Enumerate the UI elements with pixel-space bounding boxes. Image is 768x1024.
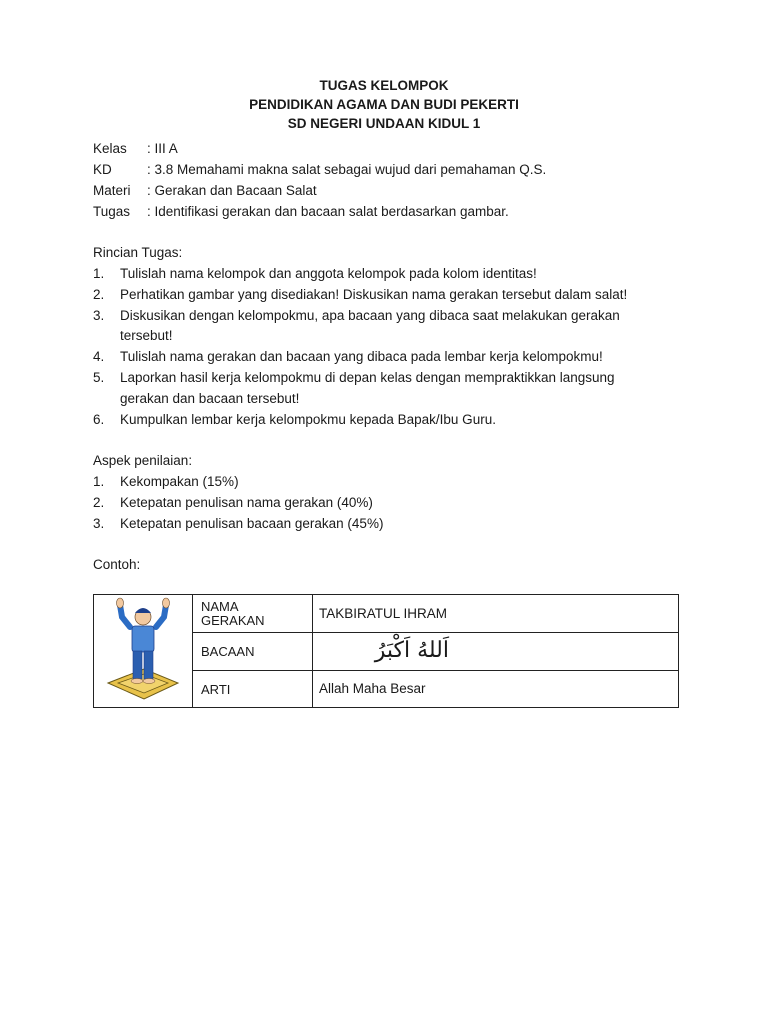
info-label: Tugas xyxy=(93,204,131,219)
info-label: KD xyxy=(93,162,112,177)
list-item: 2. Ketepatan penulisan nama gerakan (40%) xyxy=(93,495,373,510)
list-item-continuation: gerakan dan bacaan tersebut! xyxy=(120,391,300,406)
header-subject: PENDIDIKAN AGAMA DAN BUDI PEKERTI xyxy=(249,97,519,112)
example-grid xyxy=(192,594,679,708)
bacaan-value: اَللهُ اَكْبَرُ xyxy=(374,638,449,663)
list-item: 2. Perhatikan gambar yang disediakan! Diskusikan nama gerakan tersebut dalam salat! xyxy=(93,287,628,302)
info-materi xyxy=(93,181,317,201)
list-item: 3. Ketepatan penulisan bacaan gerakan (45%) xyxy=(93,516,384,531)
info-kelas xyxy=(93,139,178,159)
arti-value: Allah Maha Besar xyxy=(319,681,426,696)
info-value: : 3.8 Memahami makna salat sebagai wujud dari pemahaman Q.S. xyxy=(147,162,547,177)
example-picture-cell xyxy=(93,594,193,708)
contoh-title: Contoh: xyxy=(93,557,141,572)
list-item: 1. Kekompakan (15%) xyxy=(93,474,239,489)
info-label: Materi xyxy=(93,183,131,198)
gerakan-value: TAKBIRATUL IHRAM xyxy=(319,606,448,621)
info-kd xyxy=(93,160,546,180)
info-label: Kelas xyxy=(93,141,127,156)
header-title: TUGAS KELOMPOK xyxy=(319,78,449,93)
table-row xyxy=(193,671,678,708)
list-item: 4. Tulislah nama gerakan dan bacaan yang dibaca pada lembar kerja kelompokmu! xyxy=(93,349,603,364)
info-value: : Identifikasi gerakan dan bacaan salat berdasarkan gambar. xyxy=(147,204,509,219)
info-tugas xyxy=(93,202,509,222)
list-item-continuation: tersebut! xyxy=(120,328,173,343)
list-item: 5. Laporkan hasil kerja kelompokmu di depan kelas dengan mempraktikkan langsung xyxy=(93,370,615,385)
list-item: 6. Kumpulkan lembar kerja kelompokmu kepada Bapak/Ibu Guru. xyxy=(93,412,496,427)
header-school: SD NEGERI UNDAAN KIDUL 1 xyxy=(287,116,481,131)
list-item: 3. Diskusikan dengan kelompokmu, apa bacaan yang dibaca saat melakukan gerakan xyxy=(93,308,620,323)
info-value: : III A xyxy=(147,141,178,156)
document-header xyxy=(0,76,768,133)
table-row xyxy=(193,633,678,671)
aspek-title: Aspek penilaian: xyxy=(93,453,193,468)
label-cell: NAMA GERAKAN xyxy=(193,595,313,632)
list-item: 1. Tulislah nama kelompok dan anggota kelompok pada kolom identitas! xyxy=(93,266,537,281)
rincian-title: Rincian Tugas: xyxy=(93,245,183,260)
info-value: : Gerakan dan Bacaan Salat xyxy=(147,183,317,198)
takbir-figure-icon xyxy=(94,595,193,707)
label-cell: ARTI xyxy=(193,671,313,708)
example-table xyxy=(93,594,678,707)
label-cell: BACAAN xyxy=(193,633,313,670)
table-row xyxy=(193,595,678,633)
